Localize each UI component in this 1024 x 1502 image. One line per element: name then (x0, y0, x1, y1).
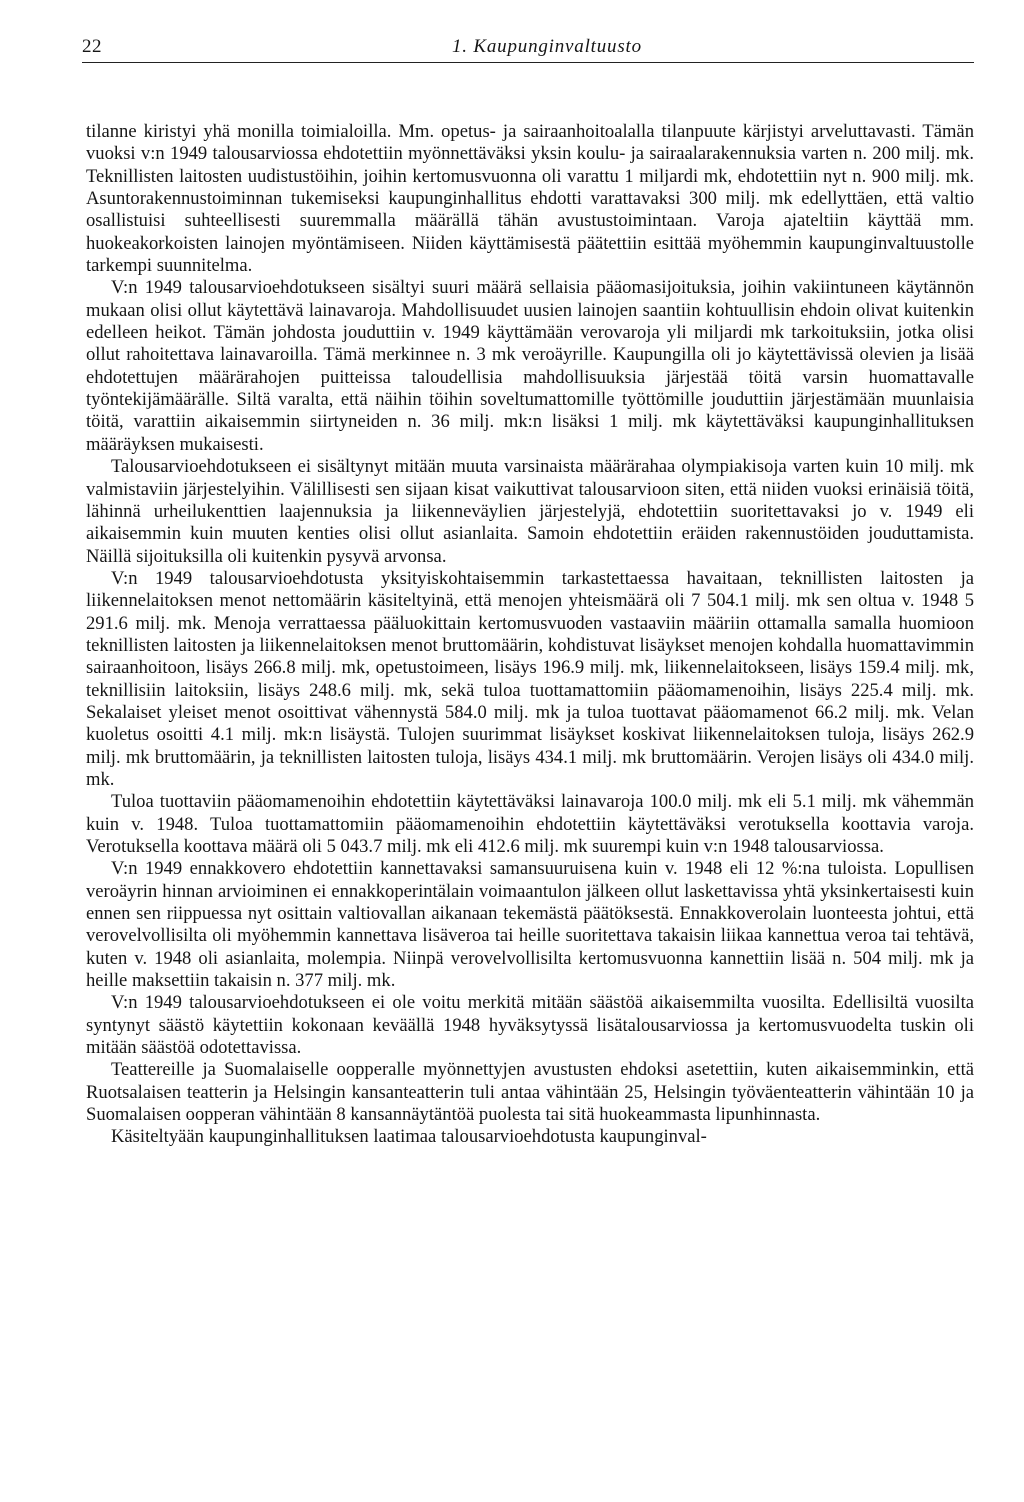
body-text (86, 121, 974, 1149)
paragraph: Käsiteltyään kaupunginhallituksen laatimaa talousarvioehdotusta kaupunginval- (111, 1126, 707, 1148)
paragraph: tilanne kiristyi yhä monilla toimialoilla. Mm. opetus- ja sairaanhoitoalalla tilanpuute kärjistyi arveluttavasti. Tämän vuoksi v:n 1949 talousarviossa ehdotettiin myönnettäväksi yksin koulu- ja sairaalarakennuksia varten n. 200 milj. mk. Teknillisten laitosten uudistustöihin, joihin kertomusvuonna oli varattu 1 miljardi mk, ehdotettiin nyt n. 900 milj. mk. Asuntorakennustoiminnan tukemiseksi kaupunginhallitus ehdotti varattavaksi 300 milj. mk edellyttäen, että valtio osallistuisi suhteellisesti suuremmalla määrällä tähän avustustoimintaan. Varoja ajateltiin käyttää mm. huokeakorkoisten lainojen myöntämiseen. Niiden käyttämisestä päätettiin esittää myöhemmin kaupunginvaltuustolle tarkempi suunnitelma. (86, 121, 974, 277)
paragraph: Teattereille ja Suomalaiselle oopperalle myönnettyjen avustusten ehdoksi asetettiin, kuten aikaisemminkin, että Ruotsalaisen teatterin ja Helsingin kansanteatterin tuli antaa vähintään 25, Helsingin työväenteatterin vähintään 10 ja Suomalaisen oopperan vähintään 8 kansannäytäntöä puolesta tai sitä huokeammasta lipunhinnasta. (86, 1059, 974, 1126)
paragraph: Tuloa tuottaviin pääomamenoihin ehdotettiin käytettäväksi lainavaroja 100.0 milj. mk eli 5.1 milj. mk vähemmän kuin v. 1948. Tuloa tuottamattomiin pääomamenoihin ehdotettiin käytettäväksi verotuksella koottavia varoja. Verotuksella koottava määrä oli 5 043.7 milj. mk eli 412.6 milj. mk suurempi kuin v:n 1948 talousarviossa. (86, 791, 974, 857)
paragraph: Talousarvioehdotukseen ei sisältynyt mitään muuta varsinaista määrärahaa olympiakisoja varten kuin 10 milj. mk valmistaviin järjestelyihin. Välillisesti sen sijaan kisat vaikuttivat talousarvioon siten, että niiden vuoksi erinäisiä töitä, lähinnä urheilukenttien laajennuksia ja liikenneväylien järjestelyjä, ehdotettiin suoritettavaksi jo v. 1949 eli aikaisemmin kuin muuten kenties olisi ollut asianlaita. Samoin ehdotettiin eräiden rakennustöiden jouduttamista. Näillä sijoituksilla oli kuitenkin pysyvä arvonsa. (86, 456, 974, 567)
paragraph: V:n 1949 talousarvioehdotukseen ei ole voitu merkitä mitään säästöä aikaisemmilta vuosilta. Edellisiltä vuosilta syntynyt säästö käytettiin kokonaan keväällä 1948 hyväksytyssä lisätalousarviossa ja kertomusvuodelta tuskin oli mitään säästöä odotettavissa. (86, 992, 974, 1059)
paragraph: V:n 1949 talousarvioehdotusta yksityiskohtaisemmin tarkastettaessa havaitaan, teknillisten laitosten ja liikennelaitoksen menot nettomäärin käsiteltyinä, että menojen yhteismäärä oli 7 504.1 milj. mk sen oltua v. 1948 5 291.6 milj. mk. Menoja verrattaessa pääluokittain kertomusvuoden vastaaviin määriin ottamalla samalla huomioon teknillisten laitosten ja liikennelaitoksen menot bruttomäärin, kohdistuvat lisäykset menojen kohdalla huomattavimmin sairaanhoitoon, lisäys 266.8 milj. mk, opetustoimeen, lisäys 196.9 milj. mk, liikennelaitokseen, lisäys 159.4 milj. mk, teknillisiin laitoksiin, lisäys 248.6 milj. mk, sekä tuloa tuottamattomiin pääomamenoihin, lisäys 225.4 milj. mk. Sekalaiset yleiset menot osoittivat vähennystä 584.0 milj. mk ja tuloa tuottavat pääomamenot 66.2 milj. mk. Velan kuoletus osoitti 4.1 milj. mk:n lisäystä. Tulojen suurimmat lisäykset koskivat liikennelaitoksen tuloja, lisäys 262.9 milj. mk bruttomäärin, ja teknillisten laitosten tuloja, lisäys 434.1 milj. mk bruttomäärin. Verojen lisäys oli 434.0 milj. mk. (86, 567, 974, 790)
document-page (82, 30, 974, 1149)
running-header (82, 30, 974, 63)
section-title: 1. Kaupunginvaltuusto (452, 36, 642, 57)
paragraph: V:n 1949 ennakkovero ehdotettiin kannettavaksi samansuuruisena kuin v. 1948 eli 12 %:na tuloista. Lopullisen veroäyrin hinnan arvioiminen ei ennakkoperintälain voimaantulon jälkeen ollut laskettavissa yhtä yksinkertaisesti kuin ennen sen riippuessa nyt osittain valtiovallan aikanaan tekemästä päätöksestä. Ennakkoverolain luonteesta johtui, että verovelvollisilta oli myöhemmin kannettava lisäveroa tai heille suoritettava takaisin liikaa kannettua veroa tai tehtävä, kuten v. 1948 oli asianlaita, molempia. Niinpä verovelvollisilta kertomusvuonna kannettiin lisää n. 504 milj. mk ja heille maksettiin takaisin n. 377 milj. mk. (86, 858, 974, 992)
page-number: 22 (82, 36, 102, 57)
paragraph: V:n 1949 talousarvioehdotukseen sisältyi suuri määrä sellaisia pääomasijoituksia, joihin vakiintuneen käytännön mukaan olisi ollut käytettävä lainavaroja. Mahdollisuudet uusien lainojen saantiin kohtuullisin ehdoin olivat kuitenkin edelleen heikot. Tämän johdosta jouduttiin v. 1949 käyttämään verovaroja yli miljardi mk tarkoituksiin, jotka olisi ollut rahoitettava lainavaroilla. Tämä merkinnee n. 3 mk veroäyrille. Kaupungilla oli jo käytettävissä olevien ja lisää ehdotettujen määrärahojen puitteissa taloudellisia mahdollisuuksia järjestää töitä varsin huomattavalle työntekijämäärälle. Siltä varalta, että näihin töihin soveltumattomille työttömille jouduttiin järjestämään muunlaisia töitä, varattiin aikaisemmin siirtyneiden n. 36 milj. mk:n lisäksi 1 milj. mk käytettäväksi kaupunginhallituksen määräyksen mukaisesti. (86, 277, 974, 455)
